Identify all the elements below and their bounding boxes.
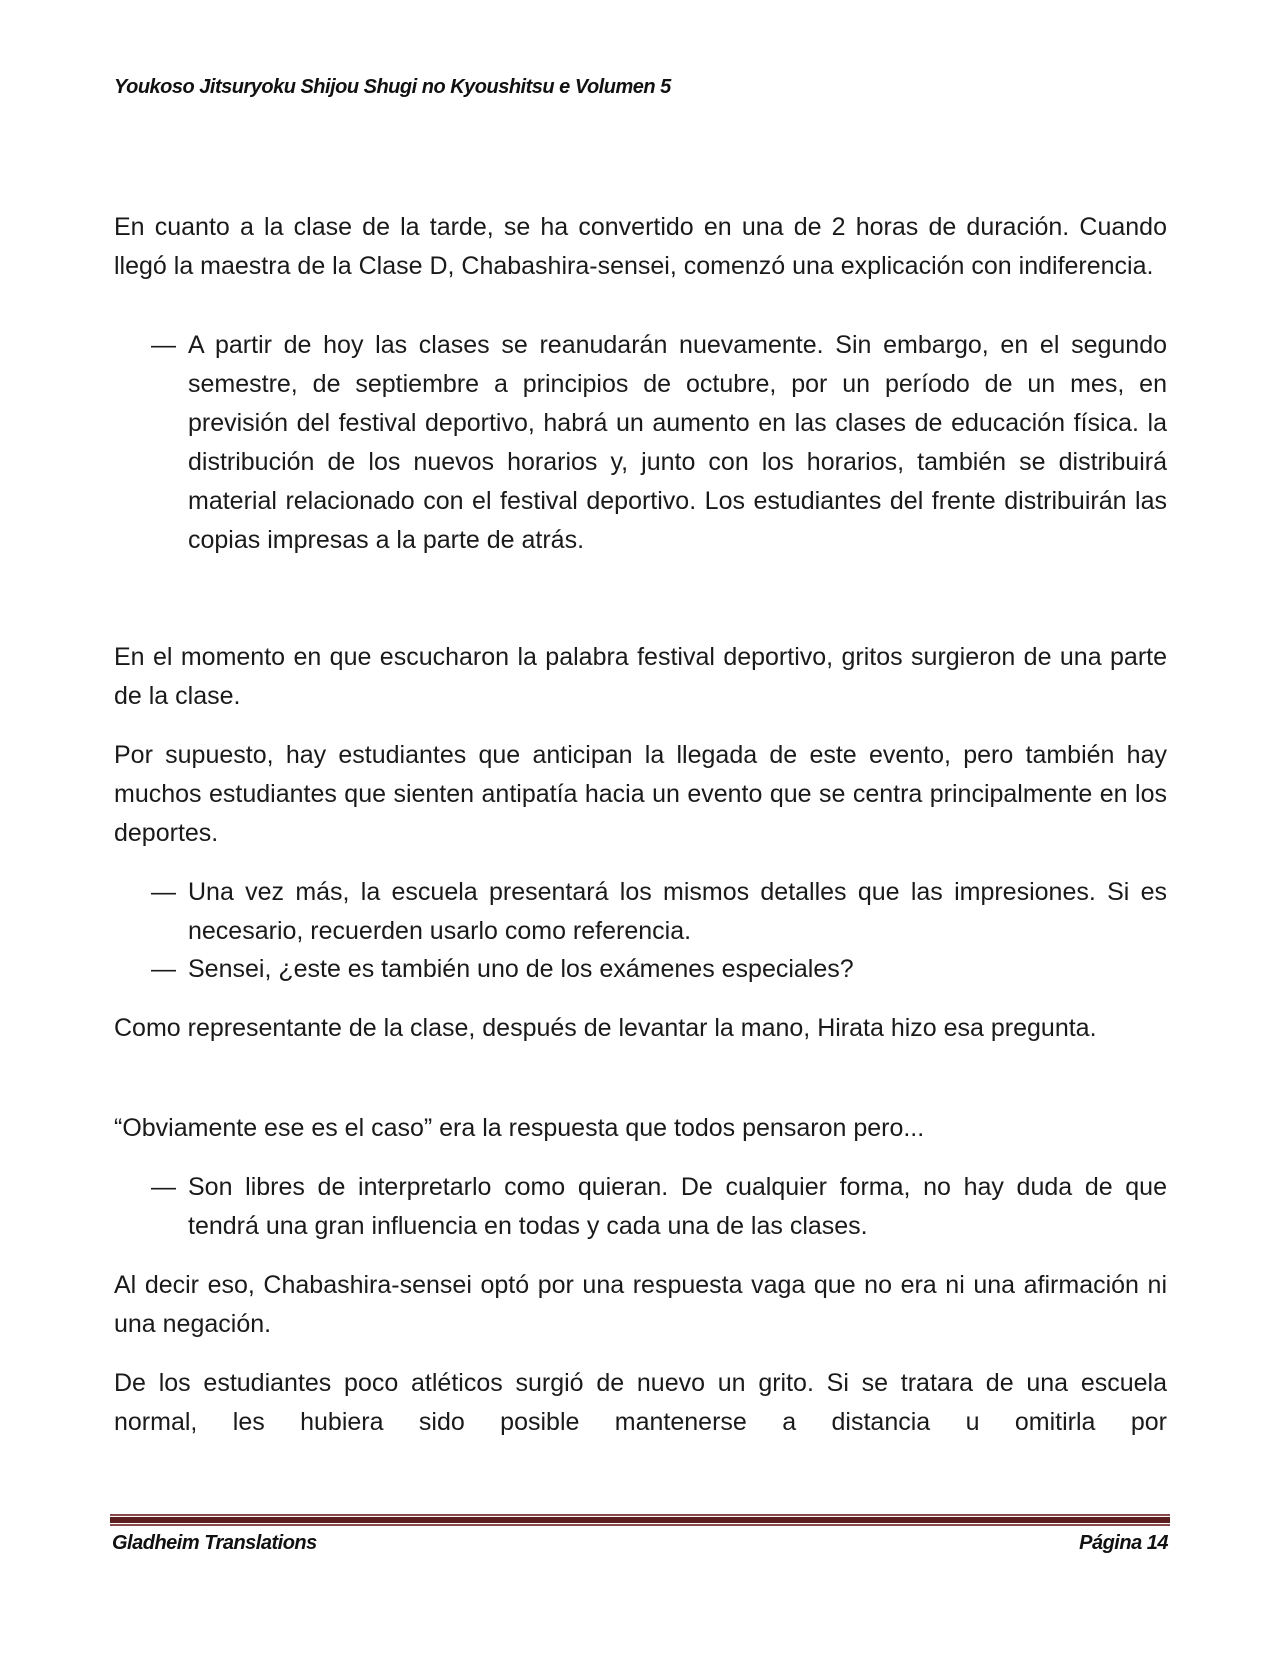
paragraph: De los estudiantes poco atléticos surgió de nuevo un grito. Si se tratara de una escuela normal, les hubiera sido posible mantenerse a distancia u omitirla por bbox=[114, 1369, 1167, 1436]
dialogue-line bbox=[114, 326, 1167, 560]
paragraph: En el momento en que escucharon la palabra festival deportivo, gritos surgieron de una parte de la clase. bbox=[114, 643, 1167, 710]
dialogue-text: A partir de hoy las clases se reanudarán nuevamente. Sin embargo, en el segundo semestre, de septiembre a principios de octubre, por un período de un mes, en previsión del festival deportivo, habrá un aumento en las clases de educación física. la distribución de los nuevos horarios y, junto con los horarios, también se distribuirá material relacionado con el festival deportivo. Los estudiantes del frente distribuirán las copias impresas a la parte de atrás. bbox=[188, 331, 1167, 554]
dialogue-line bbox=[114, 873, 1167, 951]
dialogue-text: Sensei, ¿este es también uno de los exámenes especiales? bbox=[188, 955, 854, 983]
dialogue-dash: — bbox=[151, 878, 176, 906]
running-header: Youkoso Jitsuryoku Shijou Shugi no Kyoushitsu e Volumen 5 bbox=[114, 76, 671, 98]
footer-rule bbox=[110, 1514, 1170, 1526]
paragraph: Por supuesto, hay estudiantes que anticipan la llegada de este evento, pero también hay muchos estudiantes que sienten antipatía hacia un evento que se centra principalmente en los deportes. bbox=[114, 741, 1167, 847]
dialogue-line bbox=[114, 1168, 1167, 1246]
paragraph: En cuanto a la clase de la tarde, se ha convertido en una de 2 horas de duración. Cuando llegó la maestra de la Clase D, Chabashira-sensei, comenzó una explicación con indiferencia. bbox=[114, 213, 1167, 280]
dialogue-text: Son libres de interpretarlo como quieran. De cualquier forma, no hay duda de que tendrá una gran influencia en todas y cada una de las clases. bbox=[188, 1173, 1167, 1240]
paragraph: “Obviamente ese es el caso” era la respuesta que todos pensaron pero... bbox=[114, 1114, 925, 1142]
dialogue-line bbox=[114, 950, 1167, 989]
dialogue-dash: — bbox=[151, 1173, 176, 1201]
paragraph: Al decir eso, Chabashira-sensei optó por una respuesta vaga que no era ni una afirmación ni una negación. bbox=[114, 1271, 1167, 1338]
page-number: Página 14 bbox=[1079, 1532, 1168, 1554]
dialogue-dash: — bbox=[151, 331, 176, 359]
dialogue-dash: — bbox=[151, 955, 176, 983]
footer-publisher: Gladheim Translations bbox=[112, 1532, 317, 1554]
dialogue-text: Una vez más, la escuela presentará los mismos detalles que las impresiones. Si es necesario, recuerden usarlo como referencia. bbox=[188, 878, 1167, 945]
paragraph: Como representante de la clase, después de levantar la mano, Hirata hizo esa pregunta. bbox=[114, 1014, 1097, 1042]
